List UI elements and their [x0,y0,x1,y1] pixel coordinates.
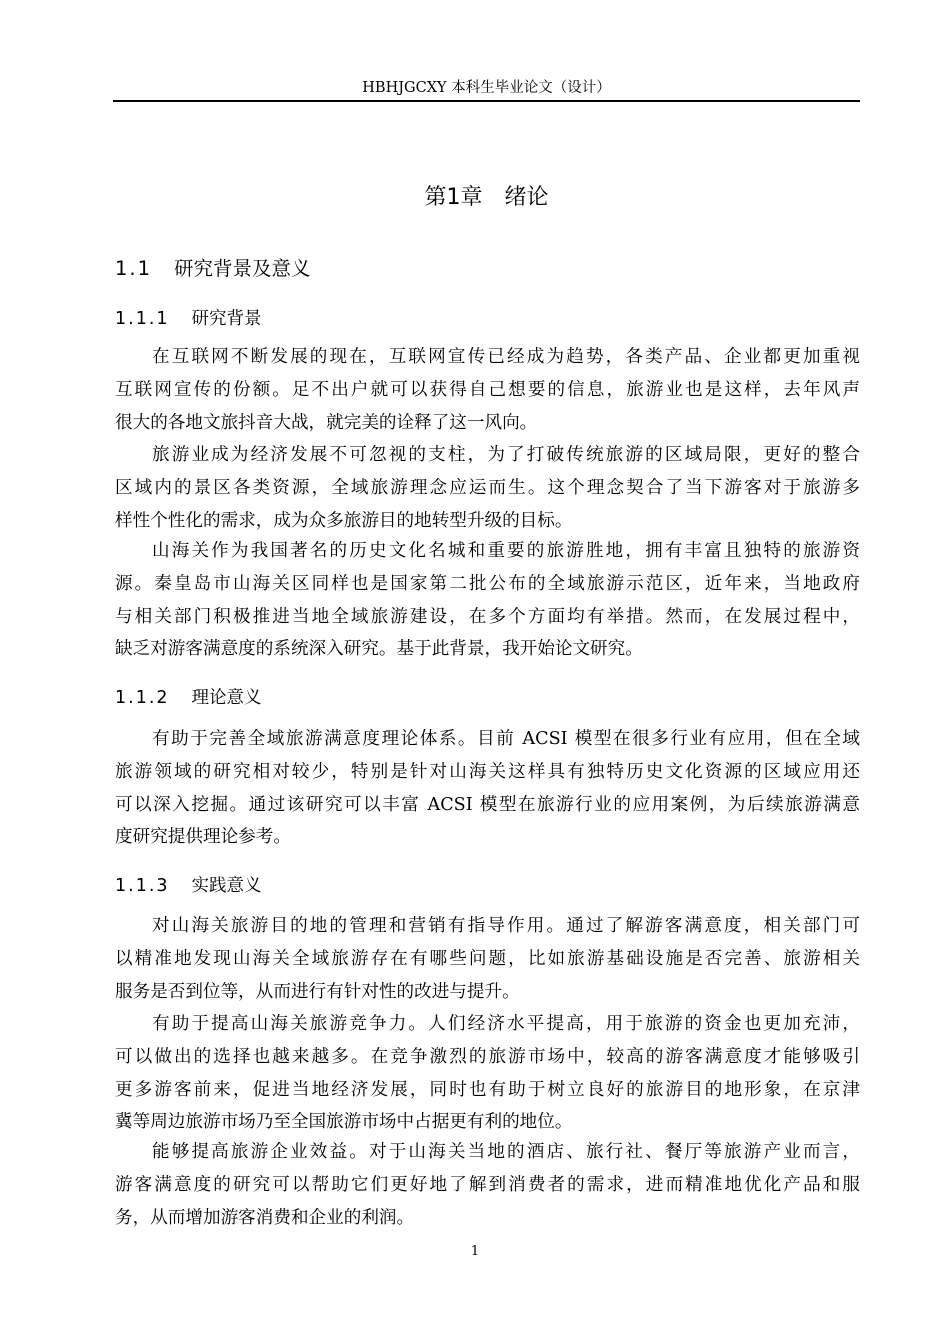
section-number: 1.1.2 [115,688,170,708]
paragraph [115,341,860,439]
section-heading-1-1-2 [115,684,262,709]
paragraph [115,1008,860,1139]
paragraph [115,723,860,854]
paragraph-line: 在互联网不断发展的现在，互联网宣传已经成为趋势，各类产品、企业都更加重视 [152,347,860,367]
paragraph-line: 度研究提供理论参考。 [115,827,291,848]
section-title: 研究背景及意义 [174,257,311,280]
paragraph-line: 有助于完善全域旅游满意度理论体系。目前 ACSI 模型在很多行业有应用，但在全域 [152,729,860,749]
paragraph-line: 很大的各地文旅抖音大战，就完美的诠释了这一风向。 [115,412,538,433]
paragraph-line: 有助于提高山海关旅游竞争力。人们经济水平提高，用于旅游的资金也更加充沛， [152,1014,860,1034]
paragraph-line: 更多游客前来，促进当地经济发展，同时也有助于树立良好的旅游目的地形象，在京津 [115,1079,860,1100]
paragraph-line: 服务是否到位等，从而进行有针对性的改进与提升。 [115,981,520,1002]
header-rule [113,100,860,102]
paragraph [115,1136,860,1234]
paragraph [115,910,860,1008]
paragraph-line: 互联网宣传的份额。足不出户就可以获得自己想要的信息，旅游业也是这样，去年风声 [115,379,860,400]
paragraph [115,439,860,537]
paragraph-line: 旅游领域的研究相对较少，特别是针对山海关这样具有独特历史文化资源的区域应用还 [115,761,860,782]
paragraph-line: 旅游业成为经济发展不可忽视的支柱，为了打破传统旅游的区域局限，更好的整合 [152,445,860,465]
paragraph-line: 能够提高旅游企业效益。对于山海关当地的酒店、旅行社、餐厅等旅游产业而言， [152,1142,860,1162]
section-heading-1-1-1 [115,305,262,330]
paragraph-line: 可以做出的选择也越来越多。在竞争激烈的旅游市场中，较高的游客满意度才能够吸引 [115,1046,860,1067]
chapter-title: 第1章 绪论 [424,185,549,210]
paragraph-line: 务，从而增加游客消费和企业的利润。 [115,1207,415,1228]
paragraph-line: 游客满意度的研究可以帮助它们更好地了解到消费者的需求，进而精准地优化产品和服 [115,1174,860,1195]
paragraph-line: 样性个性化的需求，成为众多旅游目的地转型升级的目标。 [115,510,573,531]
paragraph-line: 冀等周边旅游市场乃至全国旅游市场中占据更有利的地位。 [115,1112,573,1133]
paragraph-line: 山海关作为我国著名的历史文化名城和重要的旅游胜地，拥有丰富且独特的旅游资 [152,541,860,561]
paragraph-line: 缺乏对游客满意度的系统深入研究。基于此背景，我开始论文研究。 [115,639,643,660]
section-title: 实践意义 [191,876,262,896]
paragraph-line: 源。秦皇岛市山海关区同样也是国家第二批公布的全域旅游示范区，近年来，当地政府 [115,573,860,594]
paragraph-line: 与相关部门积极推进当地全域旅游建设，在多个方面均有举措。然而，在发展过程中， [115,606,860,627]
section-heading-1-1 [115,253,311,281]
section-number: 1.1.3 [115,876,170,896]
section-heading-1-1-3 [115,872,262,897]
section-number: 1.1.1 [115,309,170,329]
section-number: 1.1 [115,257,153,280]
paragraph [115,535,860,666]
section-title: 研究背景 [191,309,262,329]
running-header: HBHJGCXY 本科生毕业论文（设计） [362,80,611,96]
paragraph-line: 可以深入挖掘。通过该研究可以丰富 ACSI 模型在旅游行业的应用案例，为后续旅游满意 [115,794,860,815]
paragraph-line: 以精准地发现山海关全域旅游存在有哪些问题，比如旅游基础设施是否完善、旅游相关 [115,948,860,969]
paragraph-line: 区域内的景区各类资源，全域旅游理念应运而生。这个理念契合了当下游客对于旅游多 [115,477,860,498]
page-number: 1 [470,1244,480,1259]
paragraph-line: 对山海关旅游目的地的管理和营销有指导作用。通过了解游客满意度，相关部门可 [152,916,860,936]
section-title: 理论意义 [191,688,262,708]
